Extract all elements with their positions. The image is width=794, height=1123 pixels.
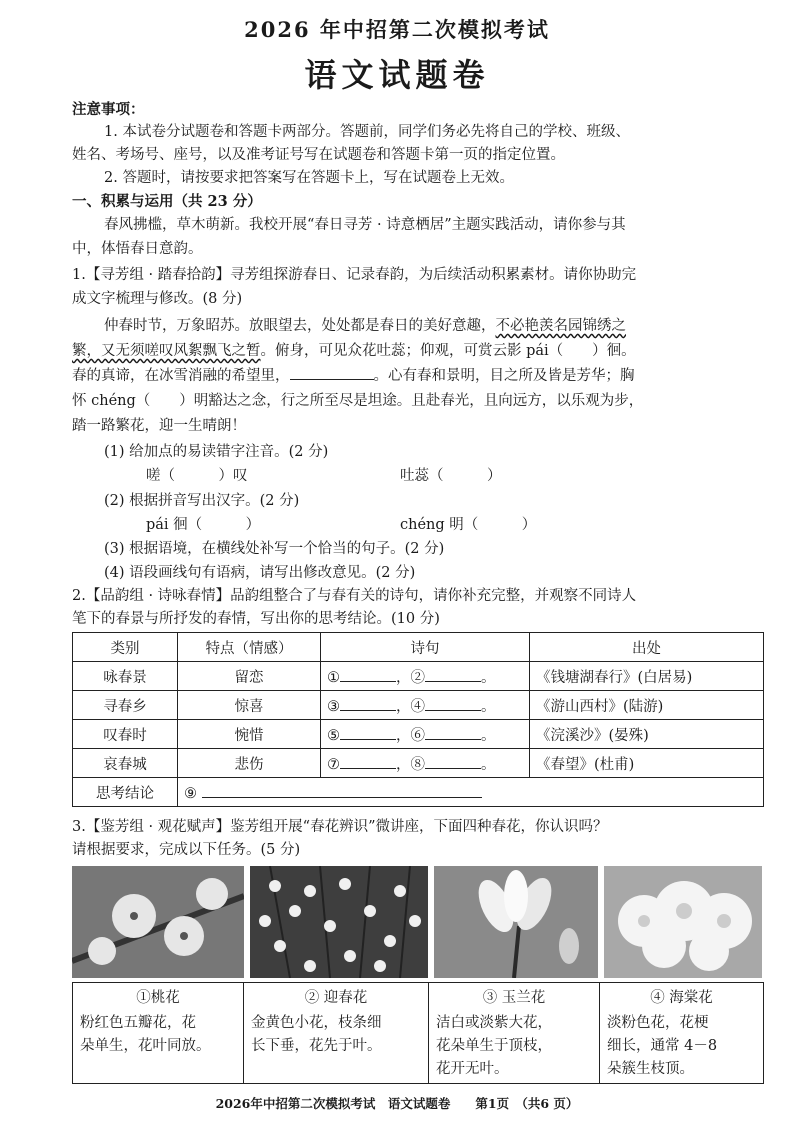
flower-desc: 洁白或淡紫大花，	[436, 1015, 552, 1031]
peach-blossom-image	[72, 866, 244, 978]
feature-cell: 悲伤	[178, 749, 321, 778]
answer-blank[interactable]	[425, 754, 481, 769]
flower-title: ④ 海棠花	[650, 990, 713, 1006]
table-header: 诗句	[321, 633, 530, 662]
category-cell: 哀春城	[73, 749, 178, 778]
verse-cell[interactable]: ⑦ ，⑧ 。	[321, 749, 530, 778]
verse-cell[interactable]: ① ，② 。	[321, 662, 530, 691]
flower-desc: 金黄色小花，枝条细	[251, 1015, 382, 1031]
conclusion-row	[73, 778, 764, 807]
passage-text: 。心有春和景明，目之所及皆是芳华；胸	[373, 368, 635, 384]
peach-blossom-illustration	[72, 866, 244, 978]
answer-blank[interactable]	[340, 696, 396, 711]
answer-blank[interactable]	[340, 725, 396, 740]
q2-prompt-line2: 笔下的春景与所抒发的春情，写出你的思考结论。(10 分)	[72, 611, 440, 627]
flower-title: ①桃花	[136, 990, 180, 1006]
category-cell: 寻春乡	[73, 691, 178, 720]
q1-sub2-item-a: pái 徊（ ）	[146, 517, 261, 533]
source-cell: 《浣溪沙》(晏殊)	[530, 720, 764, 749]
flower-card-magnolia	[428, 982, 600, 1084]
notice-heading: 注意事项：	[72, 101, 145, 118]
conclusion-cell[interactable]	[178, 778, 764, 807]
q1-sub1-item-b: 吐蕊（ ）	[400, 468, 502, 484]
flower-card-jasmine	[243, 982, 429, 1084]
feature-cell: 惋惜	[178, 720, 321, 749]
q1-passage-line5: 踏一路繁花，迎一生晴朗！	[72, 418, 246, 434]
section1-heading: 一、积累与运用（共 23 分）	[72, 193, 262, 210]
conclusion-label: 思考结论	[73, 778, 178, 807]
answer-blank[interactable]	[340, 754, 396, 769]
flower-desc: 朵簇生枝顶。	[607, 1061, 694, 1077]
blank-number: ⑧	[410, 756, 425, 773]
answer-blank[interactable]	[340, 667, 396, 682]
winter-jasmine-image	[250, 866, 428, 978]
flower-desc: 长下垂，花先于叶。	[251, 1038, 382, 1054]
q1-passage-line3	[72, 365, 635, 388]
source-cell: 《钱塘湖春行》(白居易)	[530, 662, 764, 691]
underlined-sentence: 繁，又无须嗟叹风絮飘飞之暂	[72, 343, 261, 359]
notice-item1-line2: 姓名、考场号、座号，以及准考证号写在试题卷和答题卡第一页的指定位置。	[72, 147, 565, 163]
notice-item1-line1: 1. 本试卷分试题卷和答题卡两部分。答题前，同学们务必先将自己的学校、班级、	[104, 124, 630, 140]
table-header-row	[73, 633, 764, 662]
crabapple-illustration	[604, 866, 762, 978]
answer-blank[interactable]	[425, 725, 481, 740]
passage-text: 仲春时节，万象昭苏。放眼望去，处处都是春日的美好意趣，	[104, 318, 496, 334]
flower-card-peach	[72, 982, 244, 1084]
q1-passage-line4: 怀 chéng（ ）明豁达之念，行之所至尽是坦途。且赴春光，且向远方，以乐观为步，	[72, 393, 644, 409]
q1-sub1-item-a: 嗟（ ）叹	[146, 468, 248, 484]
flower-card-crabapple	[599, 982, 764, 1084]
underlined-sentence: 不必艳羡名园锦绣之	[495, 318, 626, 334]
blank-number: ⑥	[410, 727, 425, 744]
table-row	[73, 720, 764, 749]
poetry-table	[72, 632, 764, 807]
blank-number: ⑤	[327, 727, 340, 744]
q1-prompt-line1: 1.【寻芳组 · 踏春拾韵】寻芳组探游春日、记录春韵，为后续活动积累素材。请你协助完	[72, 267, 637, 283]
flower-title: ③ 玉兰花	[482, 990, 546, 1006]
section1-intro-line1: 春风拂槛，草木萌新。我校开展“春日寻芳 · 诗意栖居”主题实践活动，请你参与其	[104, 217, 626, 233]
q1-passage-line2	[72, 340, 636, 363]
flower-desc: 朵单生，花叶同放。	[80, 1038, 211, 1054]
q2-prompt-line1: 2.【品韵组 · 诗咏春情】品韵组整合了与春有关的诗句，请你补充完整，并观察不同诗人	[72, 588, 637, 604]
blank-number: ⑦	[327, 756, 340, 773]
answer-blank[interactable]	[425, 696, 481, 711]
q1-sub2: (2) 根据拼音写出汉字。(2 分)	[104, 493, 300, 509]
q1-passage-line1	[104, 315, 626, 338]
answer-blank[interactable]	[425, 667, 481, 682]
table-row	[73, 662, 764, 691]
table-row	[73, 749, 764, 778]
q1-sub1: (1) 给加点的易读错字注音。(2 分)	[104, 444, 329, 460]
winter-jasmine-illustration	[250, 866, 428, 978]
category-cell: 叹春时	[73, 720, 178, 749]
category-cell: 咏春景	[73, 662, 178, 691]
source-cell: 《游山西村》(陆游)	[530, 691, 764, 720]
exam-subtitle: 语文试题卷	[304, 56, 490, 94]
table-row	[73, 691, 764, 720]
q1-sub4: (4) 语段画线句有语病，请写出修改意见。(2 分)	[104, 565, 416, 581]
table-header: 类别	[73, 633, 178, 662]
q1-sub2-item-b: chéng 明（ ）	[400, 517, 537, 533]
answer-blank[interactable]	[202, 783, 482, 798]
q1-prompt-line2: 成文字梳理与修改。(8 分)	[72, 291, 243, 307]
passage-text: 。俯身，可见众花吐蕊；仰观，可赏云影 pái（ ）徊。	[260, 343, 636, 359]
flower-desc: 花朵单生于顶枝，	[436, 1038, 552, 1054]
q1-sub3: (3) 根据语境，在横线处补写一个恰当的句子。(2 分)	[104, 541, 445, 557]
blank-number: ①	[327, 669, 340, 686]
blank-number: ③	[327, 698, 340, 715]
blank-number: ⑨	[184, 785, 197, 802]
flower-desc: 细长，通常 4－8	[607, 1038, 718, 1054]
verse-cell[interactable]: ③ ，④ 。	[321, 691, 530, 720]
magnolia-image	[434, 866, 598, 978]
passage-text: 春的真谛，在冰雪消融的希望里，	[72, 368, 290, 384]
crabapple-image	[604, 866, 762, 978]
table-header: 特点（情感）	[178, 633, 321, 662]
fill-in-blank[interactable]	[290, 365, 374, 380]
blank-number: ④	[410, 698, 425, 715]
flower-desc: 花开无叶。	[436, 1061, 509, 1077]
feature-cell: 惊喜	[178, 691, 321, 720]
page-footer: 2026年中招第二次模拟考试 语文试题卷 第1页 （共6 页）	[215, 1096, 579, 1111]
flower-desc: 淡粉色花，花梗	[607, 1015, 709, 1031]
magnolia-illustration	[434, 866, 598, 978]
q3-prompt-line1: 3.【鉴芳组 · 观花赋声】鉴芳组开展“春花辨识”微讲座，下面四种春花，你认识吗？	[72, 819, 608, 835]
table-header: 出处	[530, 633, 764, 662]
q3-prompt-line2: 请根据要求，完成以下任务。(5 分)	[72, 842, 301, 858]
blank-number: ②	[410, 669, 425, 686]
exam-title: 2026 年中招第二次模拟考试	[244, 17, 550, 42]
notice-item2: 2. 答题时，请按要求把答案写在答题卡上，写在试题卷上无效。	[104, 170, 514, 186]
flower-desc: 粉红色五瓣花，花	[80, 1015, 196, 1031]
flower-title: ② 迎春花	[304, 990, 368, 1006]
feature-cell: 留恋	[178, 662, 321, 691]
section1-intro-line2: 中，体悟春日意韵。	[72, 241, 203, 257]
source-cell: 《春望》(杜甫)	[530, 749, 764, 778]
verse-cell[interactable]: ⑤ ，⑥ 。	[321, 720, 530, 749]
